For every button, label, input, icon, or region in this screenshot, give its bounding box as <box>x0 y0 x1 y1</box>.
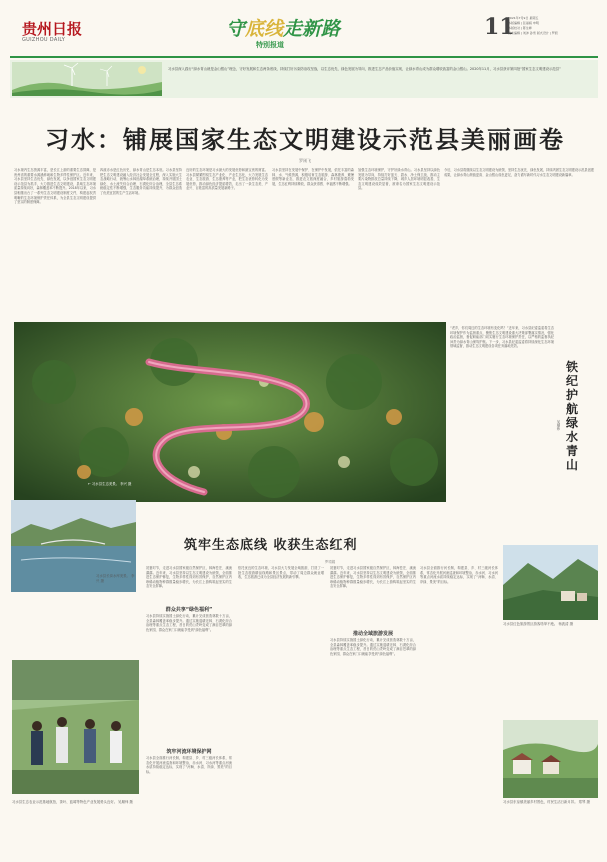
sub-article-byline: 罗靖娟 <box>324 560 336 564</box>
brand-name-en: GUIZHOU DAILY <box>22 37 66 43</box>
masthead-rule <box>10 56 598 58</box>
section-title <box>226 14 342 52</box>
section-subtitle: 特别报道 <box>256 41 284 49</box>
brand-name: 贵州日报 <box>22 20 83 38</box>
article-column-2: 四渡赤水是红色历史，绿水青山是生态本底。习水县坚持把生态文明建设融入经济社会发展全过程，深入实施大生态战略行动，统筹山水林田湖草系统治理，持续开展国土绿化、水土流失综合治理、石漠化综合治理，全县生态系统稳定性不断增强，生态服务功能持续提升，为群众创造了优美宜居的生产生活环境。 <box>100 168 182 195</box>
reservoir-caption: 习水县长岗水库美景。 李兴 摄 <box>96 574 135 583</box>
masthead-logo <box>14 14 96 50</box>
wind-turbine-illustration <box>12 62 162 96</box>
side-article-byline: 吴顺炜 <box>556 420 560 431</box>
village-caption: 习水县东皇镇美丽乡村景色，村民生活日新月异。 郑琴 摄 <box>503 800 590 804</box>
sub-inline-heading-3: 推动全域旅游发展 <box>352 631 393 637</box>
mountain-town-photo <box>503 545 598 620</box>
article-column-4: 习水县坚持在发展中保护、在保护中发展，依托丰富的森林、水、气候资源，积极培育生态旅游、森林康养、避暑度假等新业态，推进农文旅深度融合，乡村旅游蓬勃发展，生态红利持续释放，群众获得感、幸福感不断增强。 <box>272 168 354 186</box>
article-byline: 罗刚飞 <box>299 158 311 163</box>
article-column-6: 今后，习水县将继续以生态文明建设为统领，坚持生态优先、绿色发展，持续巩固生态文明建设示范县创建成果，让绿水青山颜值更高、金山银山成色更足，奋力谱写新时代习水生态文明建设新篇章。 <box>444 168 594 177</box>
sub-inline-heading-1: 群众共享“绿色福利” <box>165 607 213 613</box>
sub-article-column-5: 初夏时节，走进习水县国家级自然保护区，林海苍茫、溪流潺潺。近年来，习水县坚持以生态文明建设为统领，全面推进生态保护修复，生物多样性得到有效保护，自然保护区内珍稀动植物种群数量稳步增长，为长江上游构筑起坚实的生态安全屏障。 <box>330 566 416 589</box>
side-article-text: “老乡，你们周边的生态环境有变化吗？”近年来，习水县纪委监委将生态环境保护作为监督重点，聚焦生态文明建设重大决策部署落实情况，强化政治监督，督促职能部门切实履行生态环境保护责任，以严格的监督执纪问责为绿水青山保驾护航。下一步，习水县纪委监委将持续深化生态环境领域监督，推动生态文明建设各项任务落地见效。 <box>450 326 554 349</box>
main-photo-caption: ← 习水县生态美景。 李兴 摄 <box>88 482 132 486</box>
article-column-3: 良好的生态环境是习水最大的发展优势和最宝贵的财富。习水县紧紧围绕生态产业化、产业生态化，大力发展生态农业、生态旅游、生态康养等产业，把生态优势转化为发展优势，推动绿色经济提质增效，走出了一条生态美、产业兴、百姓富的高质量发展新路子。 <box>186 168 268 191</box>
sub-article-headline: 筑牢生态底线 收获生态红利 <box>184 538 358 553</box>
forest-path-photo <box>14 322 446 502</box>
page-number: 11 <box>484 14 515 40</box>
mountain-town-caption: 习水县红色旅游景区游客络绎不绝。 杨波清 摄 <box>503 622 573 626</box>
sub-article-column-6: 习水县持续实施国土绿化行动，累计完成营造林数十万亩，全县森林覆盖率稳步提升。通过实施退耕还林、石漠化综合治理等重点生态工程，昔日的荒山秃岭变成了满目苍翠的绿色家园，群众在家门口就能享受到“绿色福利”。 <box>330 638 416 656</box>
sub-article-column-1: 初夏时节，走进习水县国家级自然保护区，林海苍茫、溪流潺潺。近年来，习水县坚持以生态文明建设为统领，全面推进生态保护修复，生物多样性得到有效保护，自然保护区内珍稀动植物种群数量稳步增长，为长江上游构筑起坚实的生态安全屏障。 <box>146 566 232 589</box>
sub-article-column-2: 习水县持续实施国土绿化行动，累计完成营造林数十万亩，全县森林覆盖率稳步提升。通过实施退耕还林、石漠化综合治理等重点生态工程，昔日的荒山秃岭变成了满目苍翠的绿色家园，群众在家门口就能享受到“绿色福利”。 <box>146 614 232 632</box>
inspection-photo <box>12 660 139 794</box>
village-photo <box>503 720 598 798</box>
sub-inline-heading-2: 筑牢河流环境保护网 <box>166 749 212 755</box>
inspection-photo-caption: 习水县生态农业示范基地航拍，茶叶、蓝莓等特色产业发展势头良好。 吴顺炜 摄 <box>12 800 133 804</box>
article-column-5: 加强生态环境保护，守护好绿水青山。习水县坚持以绿色发展为导向，持续打好蓝天、碧水、净土保卫战，推动主要污染物排放总量持续下降，城乡人居环境明显改善，生态文明建设成效显著，被命名为国家生态文明建设示范县。 <box>358 168 440 191</box>
sub-article-column-3: 习水县全面推行河长制，构建县、乡、村三级河长体系，常态化开展河流巡查和环境整治，赤水河、习水河等重点河流水质持续稳定达标，实现了“河畅、水清、岸绿、景美”的目标。 <box>146 756 232 774</box>
section-title-text: 守底线走新路 <box>226 18 341 40</box>
article-column-1: 习水境内生态资源丰富，是长江上游的重要生态屏障，是贵州省的重要水源涵养地和生物多样性保护区。近年来，习水县坚持生态优先、绿色发展，以争创国家生态文明建设示范县为抓手，大力推进生态文明建设，县域生态环境质量持续向好，森林覆盖率不断提升。2018年以来，习水县相继出台了一系列生态文明建设制度文件，构建起权责明晰的生态环境保护责任体系，为全县生态文明建设提供了坚实的制度保障。 <box>14 168 96 205</box>
side-article-title: 铁纪护航绿水青山 <box>565 360 578 472</box>
banner-text: 习水县深入践行“绿水青山就是金山银山”理念，守好发展和生态两条底线，持续打好污染防治攻坚战，以生态优先、绿色发展为导向，推进生态产品价值实现，让绿水青山成为群众增收致富的金山银山。2020年11月，习水县获评第四批“国家生态文明建设示范县” <box>168 67 561 71</box>
issue-meta: 2021年7月9日 星期五 本版编辑 | 张丽娟 申明 本版校对 | 陈生晔 美术编辑 | 刘沛 孙雪 版式设计 | 罗毅 <box>508 16 558 35</box>
sub-article-column-4: 依托优良的生态环境，习水县大力发展全域旅游，打造了一批生态旅游精品线路和景区景点，带动了周边群众就业增收，生态旅游已成为全县经济发展的新引擎。 <box>238 566 324 580</box>
article-headline: 习水：铺展国家生态文明建设示范县美丽画卷 <box>45 125 565 154</box>
sub-article-column-7: 习水县全面推行河长制，构建县、乡、村三级河长体系，常态化开展河流巡查和环境整治，赤水河、习水河等重点河流水质持续稳定达标，实现了“河畅、水清、岸绿、景美”的目标。 <box>420 566 498 584</box>
